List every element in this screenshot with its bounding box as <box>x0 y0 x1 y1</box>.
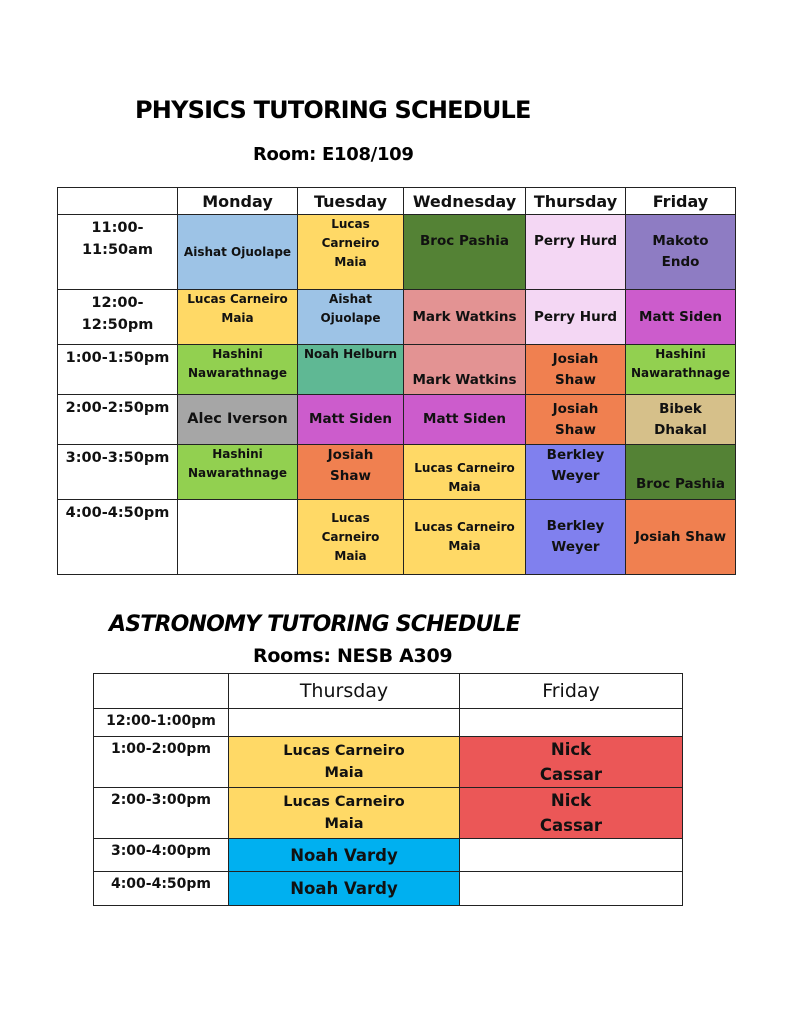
tutor-cell: Hashini Nawarathnage <box>178 345 298 395</box>
tutor-cell: Broc Pashia <box>626 445 736 500</box>
tutor-cell: Matt Siden <box>298 395 404 445</box>
tutor-cell: Josiah Shaw <box>526 395 626 445</box>
tutor-cell: Lucas Carneiro Maia <box>229 788 460 839</box>
physics-schedule-title: PHYSICS TUTORING SCHEDULE <box>135 96 531 124</box>
tutor-cell: Aishat Ojuolape <box>178 215 298 290</box>
astronomy-header-row <box>94 674 683 709</box>
tutor-cell: Mark Watkins <box>404 290 526 345</box>
tutor-cell: Lucas Carneiro Maia <box>178 290 298 345</box>
tutor-cell: Lucas Carneiro Maia <box>404 500 526 575</box>
tutor-cell: Aishat Ojuolape <box>298 290 404 345</box>
tutor-cell: Josiah Shaw <box>526 345 626 395</box>
tutor-cell <box>178 500 298 575</box>
tutor-cell: Nick Cassar <box>460 788 683 839</box>
table-row <box>58 215 736 290</box>
time-slot: 1:00-1:50pm <box>58 345 178 395</box>
day-header: Wednesday <box>404 188 526 215</box>
tutor-cell: Noah Vardy <box>229 872 460 906</box>
tutor-cell: Lucas Carneiro Maia <box>229 737 460 788</box>
table-row <box>58 290 736 345</box>
tutor-cell: Hashini Nawarathnage <box>626 345 736 395</box>
time-slot: 11:00- 11:50am <box>58 215 178 290</box>
time-slot: 3:00-4:00pm <box>94 839 229 872</box>
time-slot: 4:00-4:50pm <box>94 872 229 906</box>
table-row <box>58 500 736 575</box>
day-header: Monday <box>178 188 298 215</box>
physics-header-row <box>58 188 736 215</box>
day-header: Friday <box>626 188 736 215</box>
tutor-cell: Hashini Nawarathnage <box>178 445 298 500</box>
tutor-cell: Perry Hurd <box>526 290 626 345</box>
tutor-cell: Nick Cassar <box>460 737 683 788</box>
day-header: Tuesday <box>298 188 404 215</box>
corner-cell <box>94 674 229 709</box>
tutor-cell: Lucas Carneiro Maia <box>404 445 526 500</box>
tutor-cell: Makoto Endo <box>626 215 736 290</box>
tutor-cell: Josiah Shaw <box>626 500 736 575</box>
tutor-cell: Broc Pashia <box>404 215 526 290</box>
tutor-cell <box>460 872 683 906</box>
table-row <box>94 788 683 839</box>
time-slot: 2:00-3:00pm <box>94 788 229 839</box>
physics-schedule-table <box>57 187 736 575</box>
time-slot: 12:00-1:00pm <box>94 709 229 737</box>
tutor-cell: Berkley Weyer <box>526 500 626 575</box>
table-row <box>58 395 736 445</box>
day-header: Thursday <box>229 674 460 709</box>
astronomy-schedule-title: ASTRONOMY TUTORING SCHEDULE <box>109 612 520 637</box>
table-row <box>94 839 683 872</box>
tutor-cell: Lucas Carneiro Maia <box>298 500 404 575</box>
time-slot: 12:00- 12:50pm <box>58 290 178 345</box>
tutor-cell: Bibek Dhakal <box>626 395 736 445</box>
table-row <box>94 709 683 737</box>
day-header: Thursday <box>526 188 626 215</box>
tutor-cell: Lucas Carneiro Maia <box>298 215 404 290</box>
time-slot: 3:00-3:50pm <box>58 445 178 500</box>
tutor-cell: Berkley Weyer <box>526 445 626 500</box>
time-slot: 1:00-2:00pm <box>94 737 229 788</box>
tutor-cell: Alec Iverson <box>178 395 298 445</box>
table-row <box>94 737 683 788</box>
astronomy-schedule-table <box>93 673 683 906</box>
tutor-cell <box>460 839 683 872</box>
time-slot: 4:00-4:50pm <box>58 500 178 575</box>
corner-cell <box>58 188 178 215</box>
astronomy-room-label: Rooms: NESB A309 <box>253 645 453 667</box>
tutor-cell: Mark Watkins <box>404 345 526 395</box>
physics-room-label: Room: E108/109 <box>253 144 414 165</box>
day-header: Friday <box>460 674 683 709</box>
tutor-cell: Matt Siden <box>404 395 526 445</box>
tutor-cell <box>460 709 683 737</box>
tutor-cell: Perry Hurd <box>526 215 626 290</box>
time-slot: 2:00-2:50pm <box>58 395 178 445</box>
table-row <box>58 445 736 500</box>
tutor-cell: Noah Helburn <box>298 345 404 395</box>
table-row <box>58 345 736 395</box>
tutor-cell: Matt Siden <box>626 290 736 345</box>
tutor-cell <box>229 709 460 737</box>
tutor-cell: Noah Vardy <box>229 839 460 872</box>
tutor-cell: Josiah Shaw <box>298 445 404 500</box>
table-row <box>94 872 683 906</box>
